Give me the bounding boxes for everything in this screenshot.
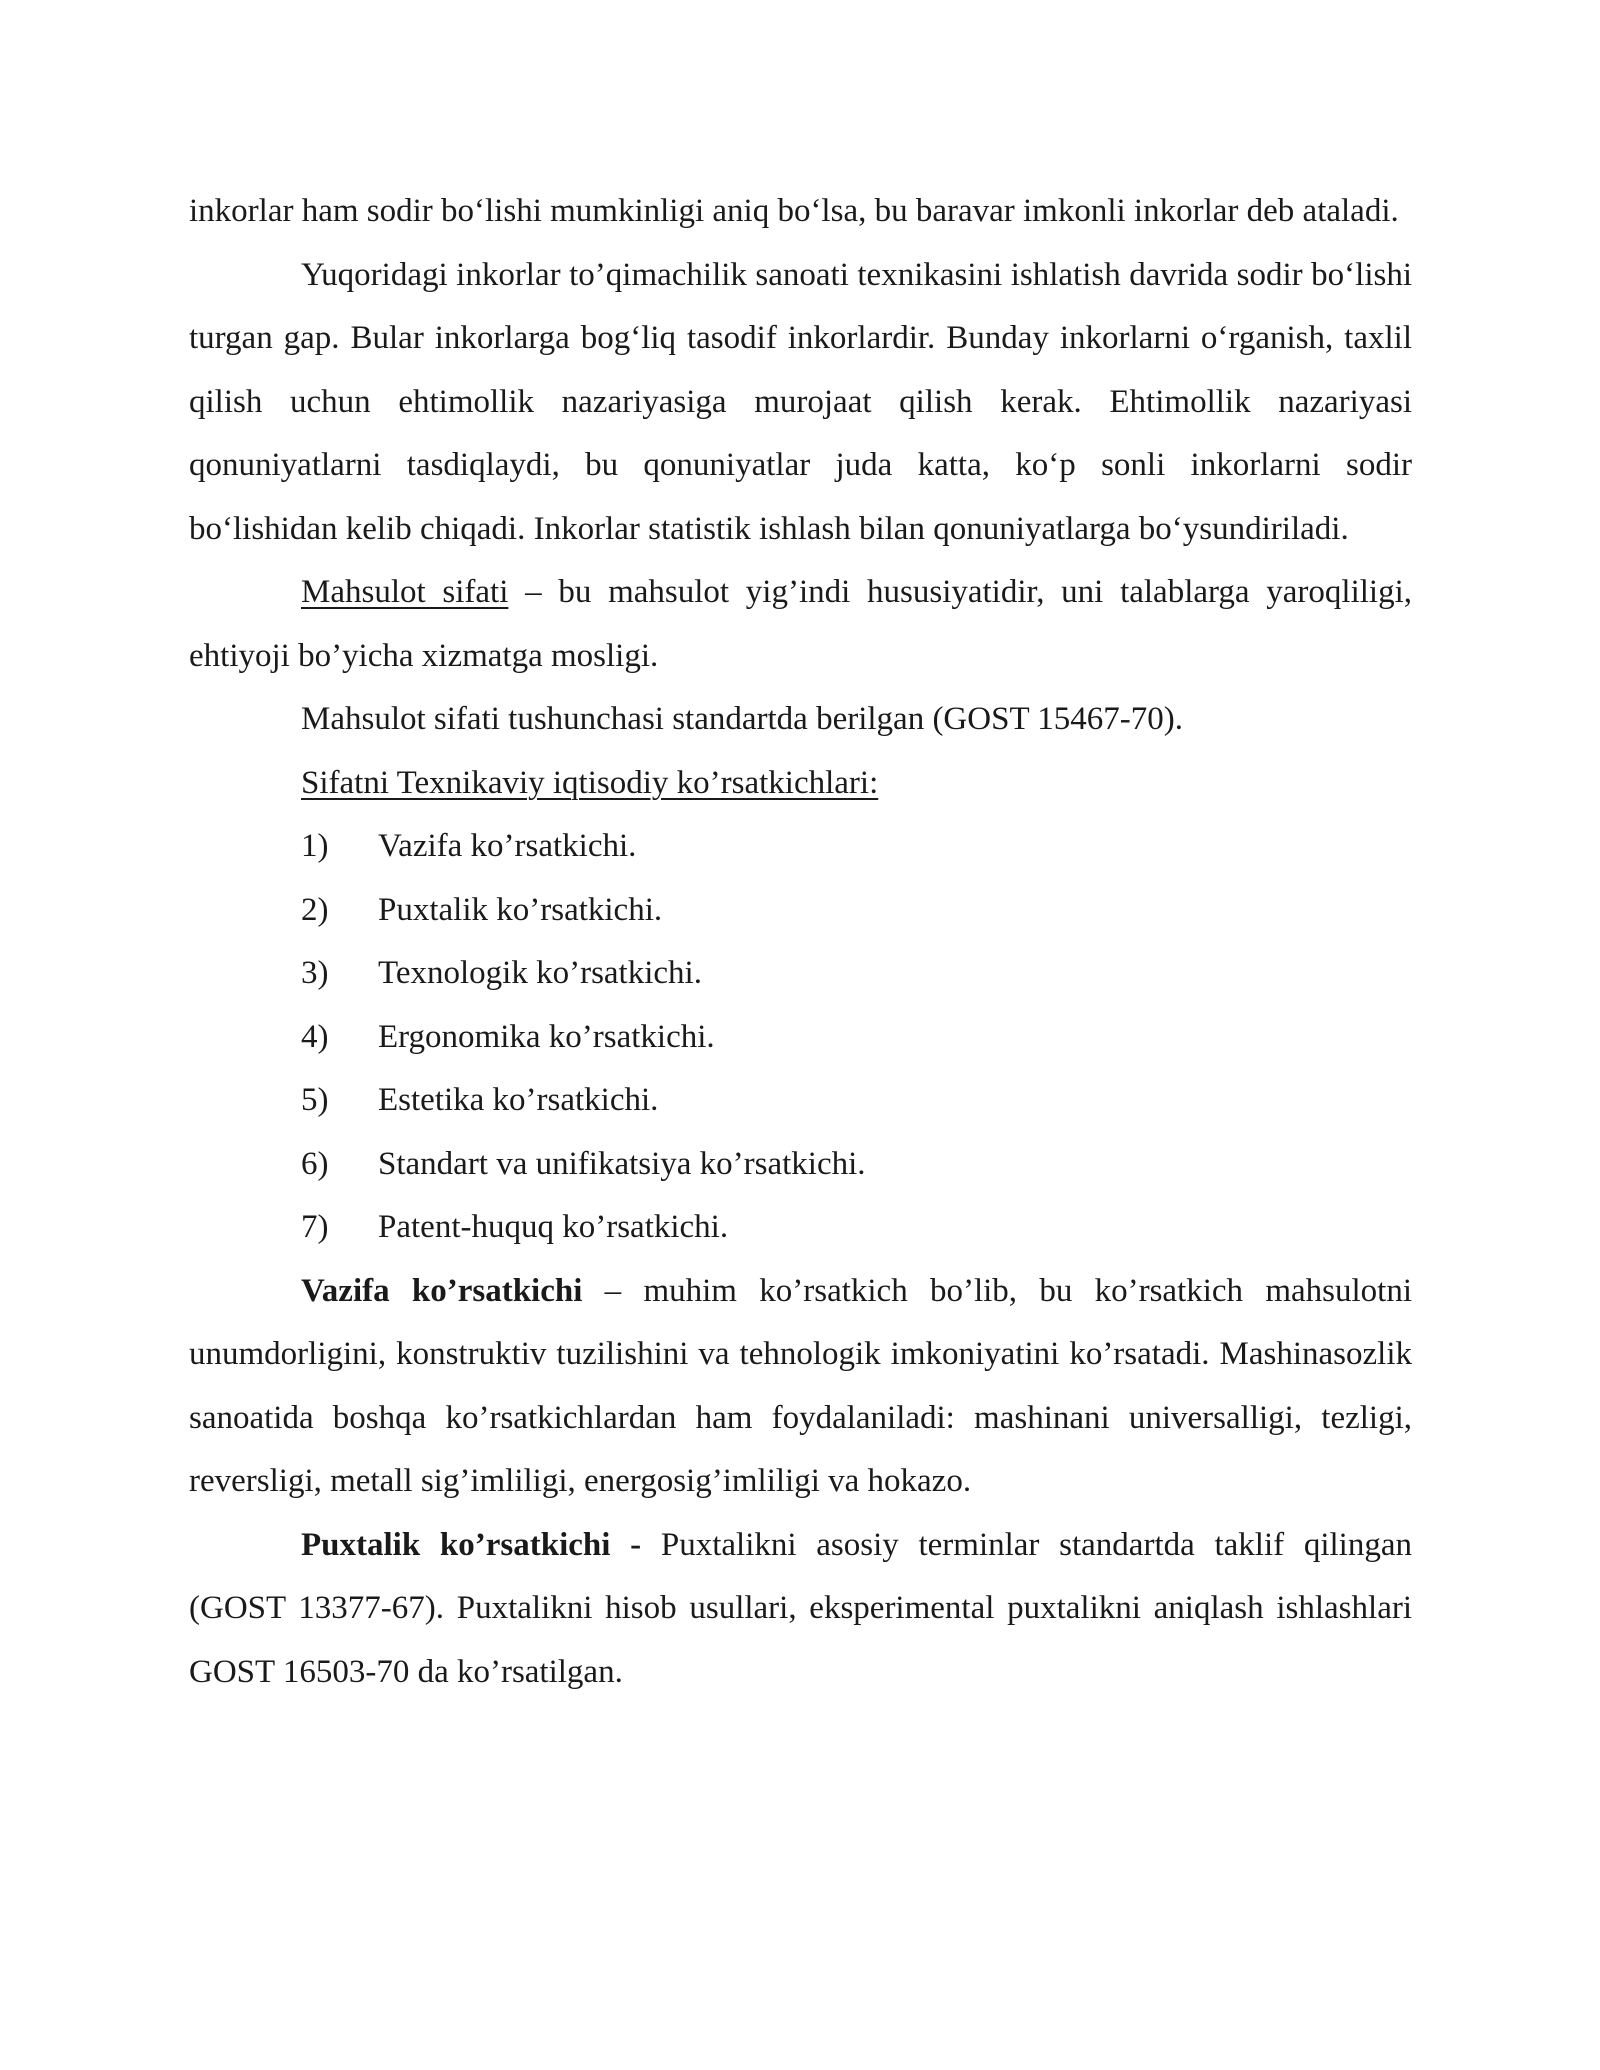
list-item-number: 3) bbox=[301, 955, 329, 991]
list-item-text: Puxtalik ko’rsatkichi. bbox=[378, 891, 663, 928]
list-item-number: 1) bbox=[301, 828, 329, 864]
list-item-text: Standart va unifikatsiya ko’rsatkichi. bbox=[378, 1145, 866, 1182]
definition-function-indicator: – muhim ko’rsatkich bo’lib, bu ko’rsatkich mahsulotni unumdorligini, konstruktiv tuzilishini va tehnologik imkoniyatini ko’rsatadi. Mashinasozlik sanoatida boshqa ko’rsatkichlardan ham foydalaniladi: mashinani universalligi, tezligi, reversligi, metall sig’imliligi, energosig’imliligi va hokazo. bbox=[189, 1272, 1412, 1499]
list-item bbox=[189, 942, 1412, 1006]
paragraph-gost-standard: Mahsulot sifati tushunchasi standartda berilgan (GOST 15467-70). bbox=[301, 701, 1183, 737]
definition-product-quality: – bu mahsulot yig’indi hususiyatidir, uni talablarga yaroqliligi, ehtiyoji bo’yicha xizmatga mosligi. bbox=[189, 574, 1413, 674]
list-item bbox=[189, 815, 1412, 879]
term-reliability-indicator: Puxtalik ko’rsatkichi - bbox=[301, 1526, 642, 1563]
list-item-number: 5) bbox=[301, 1082, 329, 1118]
list-heading-text: Sifatni Texnikaviy iqtisodiy ko’rsatkichlari: bbox=[301, 764, 879, 801]
term-function-indicator: Vazifa ko’rsatkichi bbox=[301, 1272, 583, 1309]
paragraph-continuation: inkorlar ham sodir bo‘lishi mumkinligi aniq bo‘lsa, bu baravar imkonli inkorlar deb ataladi. bbox=[189, 193, 1399, 229]
indicator-list bbox=[189, 815, 1412, 1260]
list-item-number: 6) bbox=[301, 1145, 329, 1182]
list-item-text: Texnologik ko’rsatkichi. bbox=[378, 955, 702, 991]
paragraph-function-indicator bbox=[189, 1260, 1412, 1514]
definition-reliability-indicator: Puxtalikni asosiy terminlar standartda taklif qilingan (GOST 13377-67). Puxtalikni hisob usullari, eksperimental puxtalikni aniqlash ishlashlari GOST 16503-70 da ko’rsatilgan. bbox=[189, 1526, 1412, 1690]
list-heading bbox=[189, 752, 1412, 816]
list-item bbox=[189, 879, 1412, 943]
list-item-text: Vazifa ko’rsatkichi. bbox=[378, 828, 637, 864]
paragraph-failures: Yuqoridagi inkorlar to’qimachilik sanoati texnikasini ishlatish davrida sodir bo‘lishi turgan gap. Bular inkorlarga bog‘liq tasodif inkorlardir. Bunday inkorlarni o‘rganish, taxlil qilish uchun ehtimollik nazariyasiga murojaat qilish kerak. Ehtimollik nazariyasi qonuniyatlarni tasdiqlaydi, bu qonuniyatlar juda katta, ko‘p sonli inkorlarni sodir bo‘lishidan kelib chiqadi. Inkorlar statistik ishlash bilan qonuniyatlarga bo‘ysundiriladi. bbox=[189, 256, 1412, 547]
paragraph-product-quality bbox=[189, 561, 1412, 688]
list-item bbox=[189, 1196, 1412, 1260]
list-item-number: 7) bbox=[301, 1209, 329, 1245]
list-item-text: Patent-huquq ko’rsatkichi. bbox=[378, 1209, 729, 1245]
term-product-quality: Mahsulot sifati bbox=[301, 574, 509, 610]
list-item-text: Ergonomika ko’rsatkichi. bbox=[378, 1018, 715, 1055]
list-item-number: 2) bbox=[301, 891, 329, 928]
paragraph-reliability-indicator bbox=[189, 1514, 1412, 1705]
document-body bbox=[189, 180, 1412, 1704]
list-item-text: Estetika ko’rsatkichi. bbox=[378, 1082, 659, 1118]
list-item bbox=[189, 1133, 1412, 1197]
list-item bbox=[189, 1069, 1412, 1133]
list-item bbox=[189, 1006, 1412, 1070]
list-item-number: 4) bbox=[301, 1018, 329, 1055]
